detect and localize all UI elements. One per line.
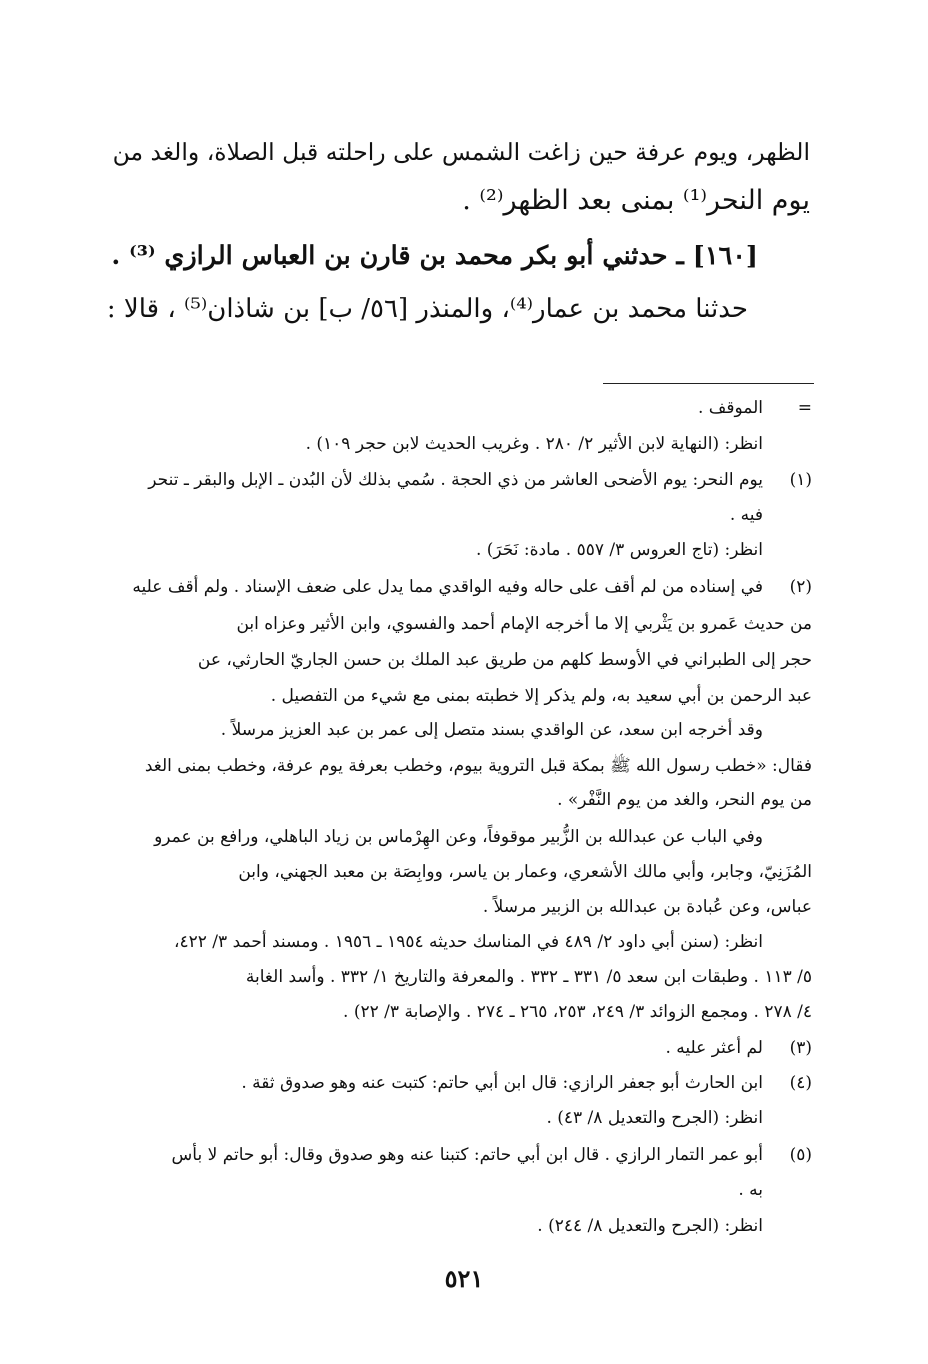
footnote-4-line-2: انظر: (الجرح والتعديل ٨/ ٤٣) . <box>546 1108 763 1128</box>
footnote-2-line-3: حجر إلى الطبراني في الأوسط كلهم من طريق عبد الملك بن حسن الجاريّ الحارثي، عن <box>197 650 812 670</box>
footnote-2-line-11: انظر: (سنن أبي داود ٢/ ٤٨٩ في المناسك حديثه ١٩٥٤ ـ ١٩٥٦ . ومسند أحمد ٣/ ٤٢٢، <box>174 932 763 952</box>
footnote-2-line-4: عبد الرحمن بن أبي سعيد به، ولم يذكر إلا خطبته بمنى مع شيء من التفصيل . <box>270 686 812 706</box>
footnote-2-line-10: عباس، وعن عُبادة بن عبدالله بن الزبير مرسلاً . <box>482 897 812 917</box>
footnote-4-number: (٤) <box>789 1073 812 1093</box>
footnote-2-line-9: المُزَنِيّ، وجابر، وأبي مالك الأشعري، وعمار بن ياسر، ووابِصَة بن معبد الجهني، وابن <box>238 862 812 882</box>
footnote-2-line-1: في إسناده من لم أقف على حاله وفيه الواقدي مما يدل على ضعف الإسناد . ولم أقف عليه <box>132 577 763 597</box>
footnote-5-line-2: به . <box>738 1180 763 1200</box>
footnote-continued-line-2: انظر: (النهاية لابن الأثير ٢/ ٢٨٠ . وغريب الحديث لابن حجر ١٠٩) . <box>305 434 763 454</box>
page-number: ٥٢١ <box>444 1264 484 1293</box>
footnote-2-line-5: وقد أخرجه ابن سعد، عن الواقدي بسند متصل إلى عمر بن عبد العزيز مرسلاً . <box>220 720 763 740</box>
footnote-4-line-1: ابن الحارث أبو جعفر الرازي: قال ابن أبي حاتم: كتبت عنه وهو صدوق ثقة . <box>241 1073 763 1093</box>
footnote-2-line-7: من يوم النحر، والغد من يوم النَّفْر» . <box>557 790 812 810</box>
footnote-2-line-8: وفي الباب عن عبدالله بن الزُّبير موقوفاً، وعن الهِرْماس بن زياد الباهلي، ورافع بن عمرو <box>154 827 763 847</box>
footnote-continued-line-1: الموقف . <box>697 398 763 418</box>
footnote-1-number: (١) <box>789 470 812 490</box>
body-line-2: يوم النحر⁽¹⁾ بمنى بعد الظهر⁽²⁾ . <box>462 185 810 216</box>
footnote-5-number: (٥) <box>789 1145 812 1165</box>
footnote-2-line-12: ٥/ ١١٣ . وطبقات ابن سعد ٥/ ٣٣١ ـ ٣٣٢ . والمعرفة والتاريخ ١/ ٣٣٢ . وأسد الغابة <box>245 967 812 987</box>
hadith-heading: [١٦٠] ـ حدثني أبو بكر محمد بن قارن بن العباس الرازي ⁽³⁾ . <box>111 241 758 271</box>
footnote-2-number: (٢) <box>789 577 812 597</box>
footnote-2-line-13: ٤/ ٢٧٨ . ومجمع الزوائد ٣/ ٢٤٩، ٢٥٣، ٢٦٥ ـ ٢٧٤ . والإصابة ٣/ ٢٢) . <box>343 1002 812 1022</box>
footnote-separator <box>603 383 814 384</box>
body-line-1: الظهر، ويوم عرفة حين زاغت الشمس على راحلته قبل الصلاة، والغد من <box>112 138 810 166</box>
footnote-5-line-1: أبو عمر التمار الرازي . قال ابن أبي حاتم: كتبنا عنه وهو صدوق وقال: أبو حاتم لا بأس <box>171 1145 763 1165</box>
footnote-1-line-1: يوم النحر: يوم الأضحى العاشر من ذي الحجة . سُمي بذلك لأن البُدن ـ الإبل والبقر ـ تنحر <box>148 470 763 490</box>
continuation-marker: = <box>797 398 812 418</box>
footnote-2-line-6: فقال: «خطب رسول الله ﷺ بمكة قبل التروية بيوم، وخطب بعرفة يوم عرفة، وخطب بمنى الغد <box>144 756 812 776</box>
body-line-3: حدثنا محمد بن عمار⁽⁴⁾، والمنذر [٥٦/ ب] بن شاذان⁽⁵⁾ ، قالا : <box>106 294 748 324</box>
footnote-3-number: (٣) <box>789 1038 812 1058</box>
footnote-2-line-2: من حديث عَمرو بن يَثْربي إلا ما أخرجه الإمام أحمد والفسوي، وابن الأثير وعزاه ابن <box>236 614 812 634</box>
footnote-5-line-3: انظر: (الجرح والتعديل ٨/ ٢٤٤) . <box>537 1216 763 1236</box>
footnote-3-line-1: لم أعثر عليه . <box>665 1038 763 1058</box>
footnote-1-line-3: انظر: (تاج العروس ٣/ ٥٥٧ . مادة: نَحَرَ) . <box>475 540 763 560</box>
footnote-1-line-2: فيه . <box>729 505 763 525</box>
